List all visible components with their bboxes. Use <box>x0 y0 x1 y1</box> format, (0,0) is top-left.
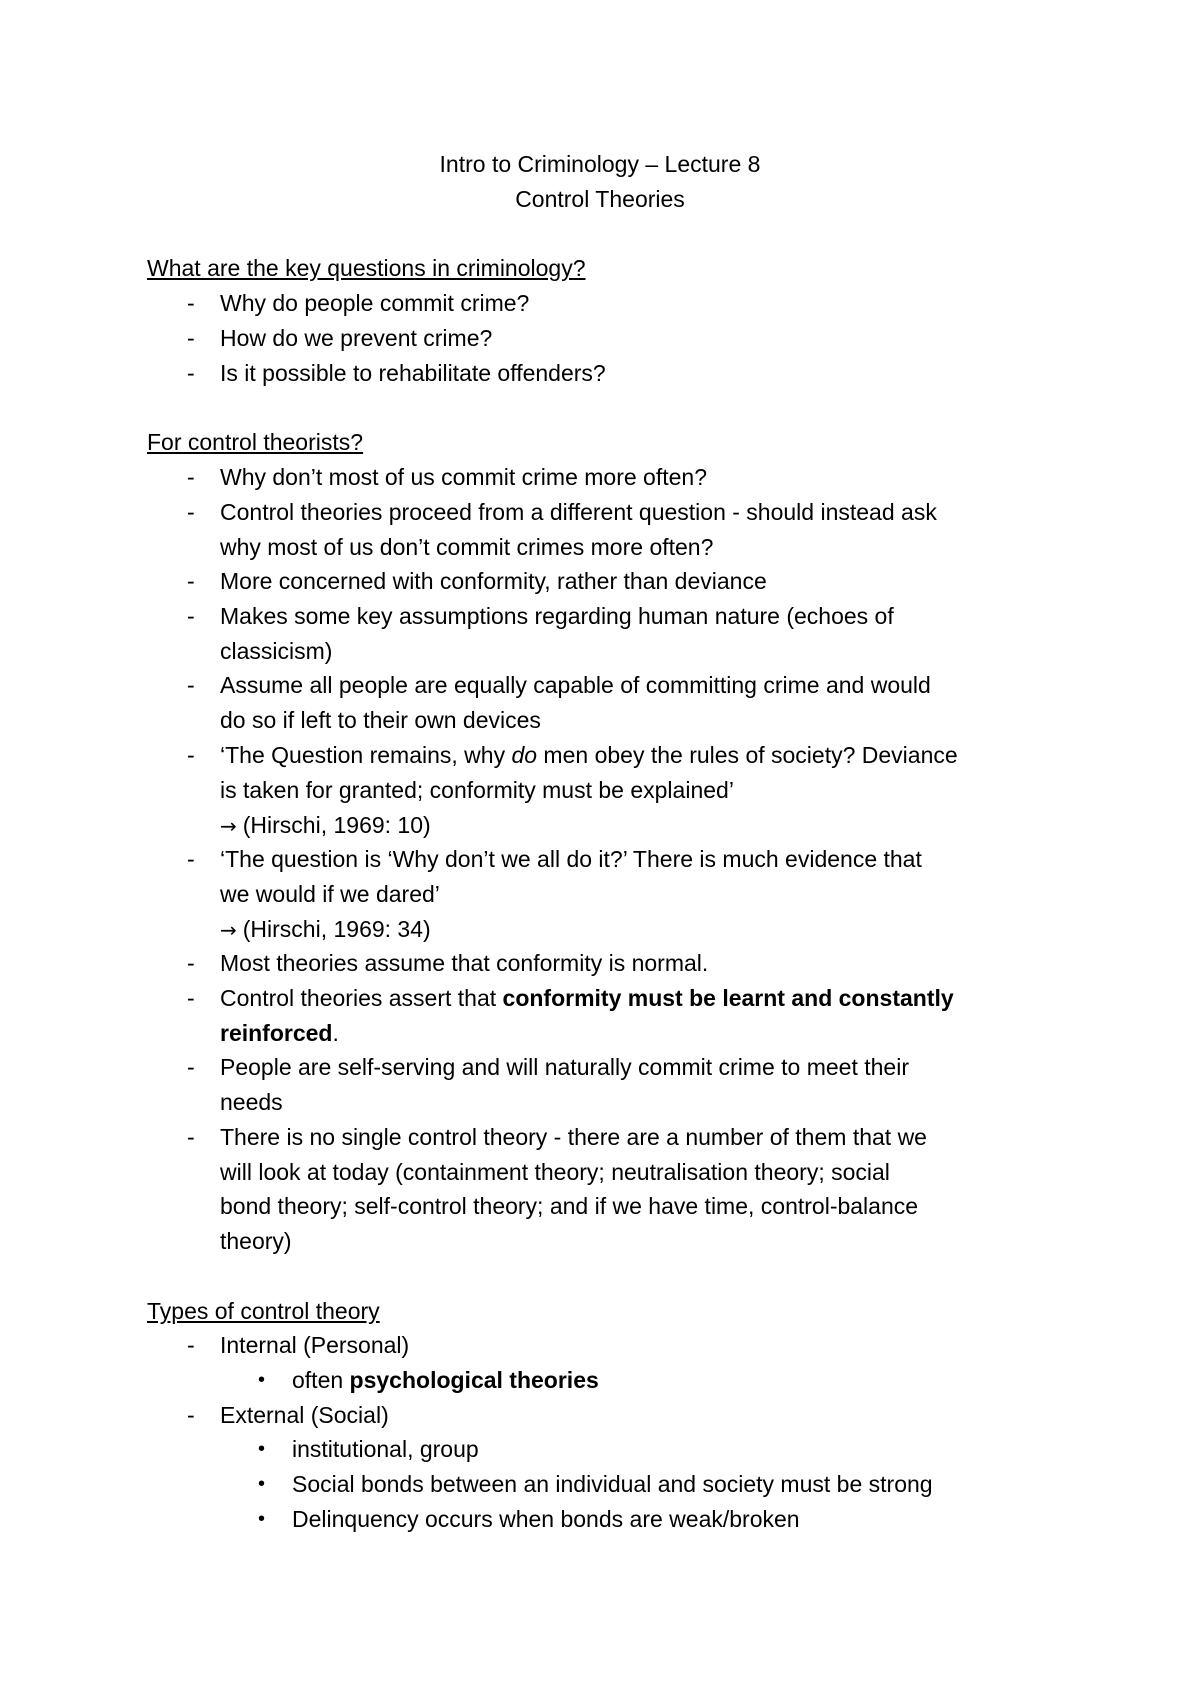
list-item-continuation: is taken for granted; conformity must be explained’ <box>220 777 734 803</box>
dash-marker: - <box>187 950 195 976</box>
dash-marker: - <box>187 1054 195 1080</box>
dash-marker: - <box>187 360 195 386</box>
list-item-external: External (Social) <box>220 1402 389 1428</box>
arrow-right-icon: → <box>220 814 237 838</box>
list-item: Makes some key assumptions regarding human nature (echoes of <box>220 603 894 629</box>
dash-marker: - <box>187 290 195 316</box>
list-item <box>220 981 1080 1016</box>
bullet-marker: • <box>258 1369 266 1391</box>
list-item-continuation: bond theory; self-control theory; and if we have time, control-balance <box>220 1193 919 1219</box>
citation-line <box>220 912 1080 948</box>
document-subtitle: Control Theories <box>515 186 685 212</box>
citation-text: (Hirschi, 1969: 34) <box>242 916 431 942</box>
list-item-continuation: theory) <box>220 1228 292 1254</box>
section-heading-control-theorists: For control theorists? <box>147 429 364 455</box>
dash-marker: - <box>187 672 195 698</box>
dash-marker: - <box>187 499 195 525</box>
list-item: Most theories assume that conformity is normal. <box>220 950 709 976</box>
emphasis-text: do <box>511 742 538 768</box>
dash-marker: - <box>187 985 195 1011</box>
list-item-continuation <box>220 1016 1080 1051</box>
sub-list-item <box>292 1363 1092 1398</box>
quote-line <box>220 738 1080 773</box>
arrow-right-icon: → <box>220 918 237 942</box>
item-text: often <box>292 1367 350 1393</box>
section-heading-types: Types of control theory <box>147 1298 380 1324</box>
list-item: Why don’t most of us commit crime more often? <box>220 464 707 490</box>
citation-text: (Hirschi, 1969: 10) <box>242 812 431 838</box>
list-item: Why do people commit crime? <box>220 290 530 316</box>
sub-list-item: institutional, group <box>292 1436 479 1462</box>
bold-text: psychological theories <box>349 1367 599 1393</box>
list-item: There is no single control theory - there are a number of them that we <box>220 1124 927 1150</box>
dash-marker: - <box>187 742 195 768</box>
list-item-continuation: do so if left to their own devices <box>220 707 541 733</box>
list-item-continuation: needs <box>220 1089 283 1115</box>
list-item: More concerned with conformity, rather than deviance <box>220 568 767 594</box>
list-item: People are self-serving and will naturally commit crime to meet their <box>220 1054 909 1080</box>
sub-list-item: Social bonds between an individual and society must be strong <box>292 1471 933 1497</box>
bold-text: conformity must be learnt and constantly <box>502 985 954 1011</box>
quote-text: men obey the rules of society? Deviance <box>537 742 958 768</box>
dash-marker: - <box>187 1402 195 1428</box>
sub-list-item: Delinquency occurs when bonds are weak/broken <box>292 1506 800 1532</box>
bullet-marker: • <box>258 1438 266 1460</box>
item-text: . <box>332 1020 339 1046</box>
citation-line <box>220 808 1080 844</box>
list-item: ‘The question is ‘Why don’t we all do it?’ There is much evidence that <box>220 846 922 872</box>
list-item: Control theories proceed from a different question - should instead ask <box>220 499 937 525</box>
dash-marker: - <box>187 603 195 629</box>
dash-marker: - <box>187 464 195 490</box>
list-item-continuation: why most of us don’t commit crimes more often? <box>220 534 714 560</box>
bullet-marker: • <box>258 1473 266 1495</box>
section-heading-key-questions: What are the key questions in criminology? <box>147 255 586 281</box>
dash-marker: - <box>187 568 195 594</box>
list-item-internal: Internal (Personal) <box>220 1332 410 1358</box>
list-item-continuation: will look at today (containment theory; neutralisation theory; social <box>220 1159 890 1185</box>
list-item: How do we prevent crime? <box>220 325 493 351</box>
dash-marker: - <box>187 1124 195 1150</box>
dash-marker: - <box>187 325 195 351</box>
list-item-continuation: classicism) <box>220 638 333 664</box>
bullet-marker: • <box>258 1508 266 1530</box>
quote-text: ‘The Question remains, why <box>220 742 512 768</box>
list-item: Assume all people are equally capable of committing crime and would <box>220 672 931 698</box>
item-text: Control theories assert that <box>220 985 503 1011</box>
list-item-continuation: we would if we dared’ <box>220 881 440 907</box>
dash-marker: - <box>187 1332 195 1358</box>
list-item: Is it possible to rehabilitate offenders? <box>220 360 606 386</box>
bold-text: reinforced <box>220 1020 333 1046</box>
dash-marker: - <box>187 846 195 872</box>
document-title: Intro to Criminology – Lecture 8 <box>439 151 761 177</box>
